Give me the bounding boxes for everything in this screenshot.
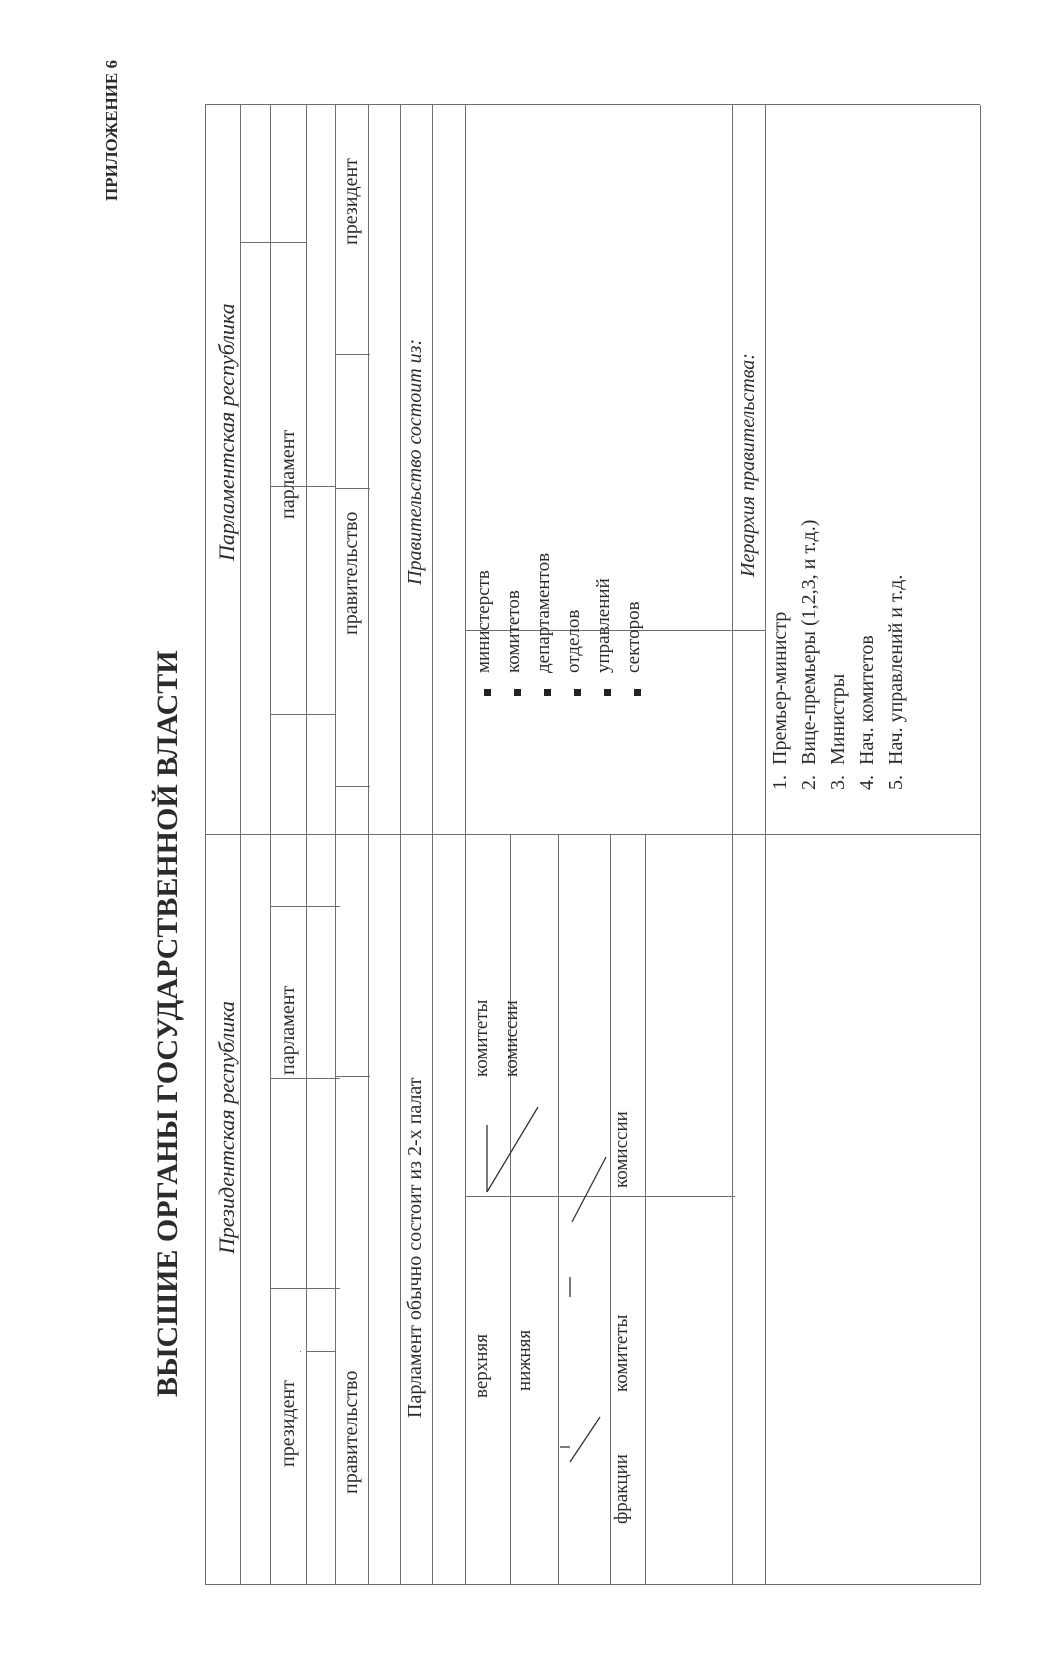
pres-upper-commissions: комиссии <box>501 1000 522 1077</box>
bullet-icon <box>634 689 641 696</box>
parl-president: президент <box>340 158 362 245</box>
pres-upper-committees: комитеты <box>471 999 492 1077</box>
bullet-icon <box>514 689 521 696</box>
list-item: 1. Премьер-министр <box>769 611 791 790</box>
presidential-heading: Президентская республика <box>214 1001 239 1254</box>
list-item: 3. Министры <box>827 673 849 790</box>
bullet-icon <box>574 689 581 696</box>
list-item: 2. Вице-премьеры (1,2,3, и т.д.) <box>798 519 820 790</box>
list-item: 4. Нач. комитетов <box>856 635 878 790</box>
pres-lower-chamber: нижняя <box>514 1329 535 1391</box>
pres-commissions: комиссии <box>611 1111 632 1188</box>
appendix-label: ПРИЛОЖЕНИЕ 6 <box>102 60 121 201</box>
page-title: ВЫСШИЕ ОРГАНЫ ГОСУДАРСТВЕННОЙ ВЛАСТИ <box>151 650 184 1397</box>
pres-factions: фракции <box>611 1454 632 1524</box>
pres-upper-chamber: верхняя <box>471 1334 492 1398</box>
pres-parliament: парламент <box>277 985 299 1075</box>
rotated-page: ПРИЛОЖЕНИЕ 6 ВЫСШИЕ ОРГАНЫ ГОСУДАРСТВЕННОЙ ВЛАСТИ Президентская республика президент парламент правительство Парламент обычно состоит из 2-х палат верхняя нижняя комитеты комиссии фракции комитеты комиссии Парламентская республика парламент правительство президент Правительство состоит из: министерств комитетов департаментов отделов управлений секторов Иерархия правительства: 1. Премьер-министр 2. Вице-премьеры (1,2,3, и т.д.) 3. Министры 4. Нач. комитетов 5. Нач. управлений и т.д. <box>0 0 1064 1677</box>
bullet-icon <box>544 689 551 696</box>
list-item: 5. Нач. управлений и т.д. <box>885 574 907 790</box>
bullet-icon <box>604 689 611 696</box>
parl-government-consists: Правительство состоит из: <box>404 338 426 585</box>
parl-hierarchy-heading: Иерархия правительства: <box>737 353 759 577</box>
pres-parliament-note: Парламент обычно состоит из 2-х палат <box>404 1077 426 1418</box>
bullet-icon <box>484 689 491 696</box>
pres-president: президент <box>277 1380 299 1467</box>
parl-heading: Парламентская республика <box>214 303 239 561</box>
pres-government: правительство <box>340 1370 362 1494</box>
parl-parliament: парламент <box>277 429 299 519</box>
pres-committees: комитеты <box>611 1314 632 1392</box>
parl-government: правительство <box>340 511 362 635</box>
